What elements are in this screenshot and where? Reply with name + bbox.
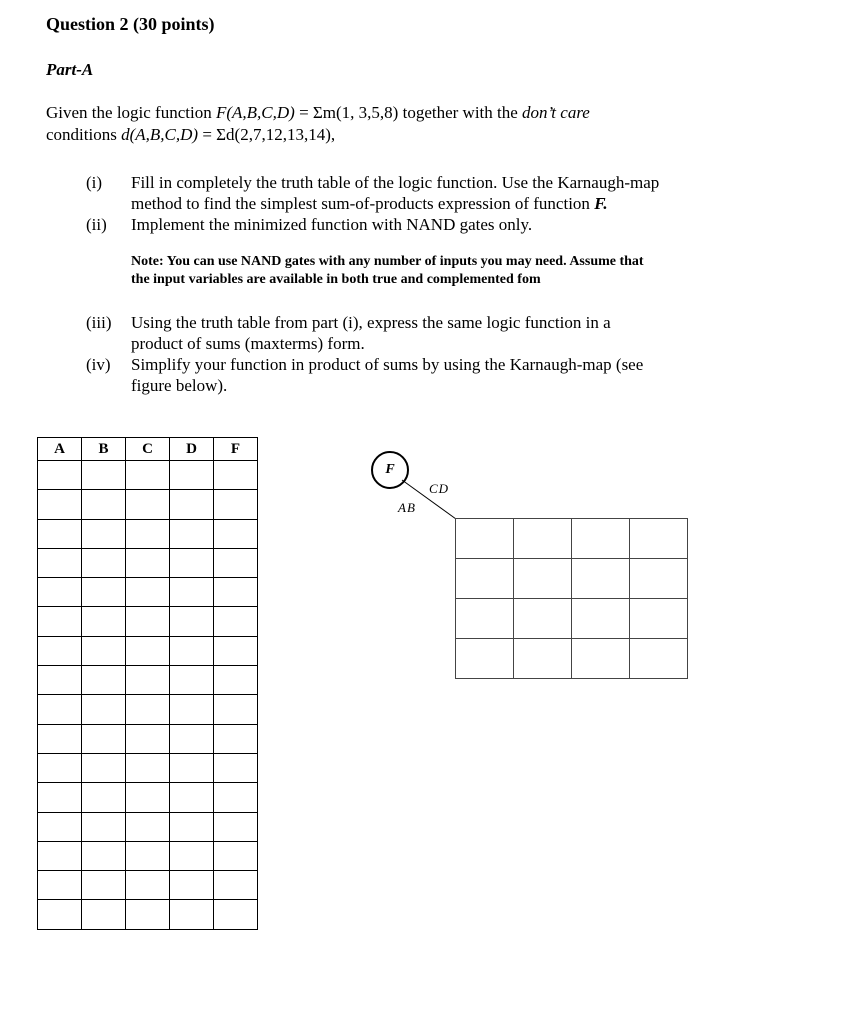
table-cell[interactable] (82, 900, 126, 929)
karnaugh-map (455, 518, 688, 679)
table-cell[interactable] (126, 841, 170, 870)
table-cell[interactable] (170, 724, 214, 753)
table-cell[interactable] (214, 519, 258, 548)
table-cell[interactable] (126, 607, 170, 636)
table-cell[interactable] (38, 841, 82, 870)
table-row (38, 548, 258, 577)
table-row (38, 666, 258, 695)
table-cell[interactable] (126, 871, 170, 900)
kmap-cell[interactable] (630, 599, 688, 639)
truth-table-body (38, 461, 258, 930)
function-expression: F(A,B,C,D) (215, 103, 295, 122)
table-cell[interactable] (38, 461, 82, 490)
table-cell[interactable] (82, 871, 126, 900)
table-cell[interactable] (82, 783, 126, 812)
table-cell[interactable] (126, 783, 170, 812)
header-b: B (82, 438, 126, 461)
table-cell[interactable] (82, 461, 126, 490)
table-cell[interactable] (126, 724, 170, 753)
kmap-row (456, 599, 688, 639)
table-cell[interactable] (214, 578, 258, 607)
table-cell[interactable] (82, 636, 126, 665)
table-cell[interactable] (170, 783, 214, 812)
table-row (38, 490, 258, 519)
table-cell[interactable] (82, 578, 126, 607)
kmap-cell[interactable] (572, 519, 630, 559)
table-row (38, 695, 258, 724)
table-cell[interactable] (214, 666, 258, 695)
table-cell[interactable] (38, 519, 82, 548)
table-cell[interactable] (214, 636, 258, 665)
table-cell[interactable] (170, 636, 214, 665)
table-cell[interactable] (170, 753, 214, 782)
table-cell[interactable] (82, 548, 126, 577)
kmap-cell[interactable] (572, 559, 630, 599)
table-cell[interactable] (126, 548, 170, 577)
dont-care-term: don’t care (522, 103, 590, 122)
table-cell[interactable] (38, 666, 82, 695)
table-cell[interactable] (82, 607, 126, 636)
table-cell[interactable] (82, 724, 126, 753)
table-cell[interactable] (170, 871, 214, 900)
table-cell[interactable] (170, 490, 214, 519)
kmap-row (456, 639, 688, 679)
table-cell[interactable] (38, 783, 82, 812)
table-cell[interactable] (82, 519, 126, 548)
header-c: C (126, 438, 170, 461)
table-cell[interactable] (38, 724, 82, 753)
table-cell[interactable] (214, 490, 258, 519)
table-cell[interactable] (82, 753, 126, 782)
table-cell[interactable] (38, 578, 82, 607)
table-cell[interactable] (170, 578, 214, 607)
table-row (38, 578, 258, 607)
table-cell[interactable] (170, 666, 214, 695)
table-cell[interactable] (214, 783, 258, 812)
table-cell[interactable] (82, 812, 126, 841)
kmap-cell[interactable] (630, 559, 688, 599)
table-cell[interactable] (38, 900, 82, 929)
table-cell[interactable] (170, 900, 214, 929)
table-row (38, 519, 258, 548)
kmap-cell[interactable] (456, 599, 514, 639)
kmap-row (456, 519, 688, 559)
kmap-cell[interactable] (456, 639, 514, 679)
table-cell[interactable] (126, 812, 170, 841)
truth-table-header (38, 438, 258, 461)
table-row (38, 812, 258, 841)
table-cell[interactable] (170, 695, 214, 724)
table-row (38, 871, 258, 900)
table-cell[interactable] (38, 548, 82, 577)
table-cell[interactable] (82, 490, 126, 519)
table-cell[interactable] (170, 607, 214, 636)
kmap-cell[interactable] (630, 519, 688, 559)
table-cell[interactable] (214, 724, 258, 753)
kmap-cell[interactable] (572, 599, 630, 639)
table-cell[interactable] (214, 695, 258, 724)
table-cell[interactable] (214, 841, 258, 870)
kmap-cell[interactable] (514, 639, 572, 679)
statement-line-2: conditions d(A,B,C,D) = Σd(2,7,12,13,14), (46, 125, 336, 144)
table-cell[interactable] (214, 548, 258, 577)
table-cell[interactable] (38, 871, 82, 900)
kmap-row-vars: AB (398, 500, 416, 515)
table-cell[interactable] (214, 812, 258, 841)
table-cell[interactable] (126, 490, 170, 519)
table-cell[interactable] (82, 841, 126, 870)
kmap-column-vars: CD (429, 481, 450, 496)
statement-line-1: Given the logic function F(A,B,C,D) = Σm(1, 3,5,8) together with the don’t care (46, 103, 590, 122)
table-cell[interactable] (126, 753, 170, 782)
table-cell[interactable] (126, 578, 170, 607)
header-d: D (170, 438, 214, 461)
table-cell[interactable] (214, 461, 258, 490)
table-cell[interactable] (38, 695, 82, 724)
table-cell[interactable] (214, 607, 258, 636)
table-row (38, 753, 258, 782)
table-cell[interactable] (38, 490, 82, 519)
table-cell[interactable] (38, 636, 82, 665)
table-row (38, 461, 258, 490)
table-row (38, 783, 258, 812)
table-cell[interactable] (38, 607, 82, 636)
table-cell[interactable] (126, 519, 170, 548)
table-cell[interactable] (170, 841, 214, 870)
question-heading: Question 2 (30 points) (46, 14, 215, 34)
dont-care-function: d(A,B,C,D) (121, 125, 199, 144)
problem-statement (46, 102, 746, 146)
table-cell[interactable] (126, 695, 170, 724)
table-cell[interactable] (126, 461, 170, 490)
table-cell[interactable] (126, 900, 170, 929)
truth-table (37, 437, 258, 930)
table-cell[interactable] (126, 636, 170, 665)
table-row (38, 724, 258, 753)
kmap-cell[interactable] (514, 519, 572, 559)
header-f: F (214, 438, 258, 461)
note-text: Note: You can use NAND gates with any number of inputs you may need. Assume that the input variables are available in both true and complemented fom (131, 254, 644, 287)
kmap-function-circle: F (371, 451, 409, 489)
table-cell[interactable] (82, 695, 126, 724)
table-row (38, 607, 258, 636)
kmap-cell[interactable] (456, 559, 514, 599)
part-label: Part-A (46, 60, 94, 79)
header-a: A (38, 438, 82, 461)
table-cell[interactable] (214, 871, 258, 900)
table-cell[interactable] (38, 812, 82, 841)
kmap-cell[interactable] (572, 639, 630, 679)
table-cell[interactable] (170, 461, 214, 490)
kmap-cell[interactable] (456, 519, 514, 559)
table-cell[interactable] (214, 753, 258, 782)
table-row (38, 841, 258, 870)
table-row (38, 900, 258, 929)
table-cell[interactable] (38, 753, 82, 782)
kmap-row (456, 559, 688, 599)
table-cell[interactable] (170, 812, 214, 841)
table-cell[interactable] (170, 519, 214, 548)
table-cell[interactable] (214, 900, 258, 929)
table-cell[interactable] (126, 666, 170, 695)
kmap-cell[interactable] (514, 559, 572, 599)
kmap-cell[interactable] (514, 599, 572, 639)
kmap-cell[interactable] (630, 639, 688, 679)
table-row (38, 636, 258, 665)
table-cell[interactable] (170, 548, 214, 577)
table-cell[interactable] (82, 666, 126, 695)
